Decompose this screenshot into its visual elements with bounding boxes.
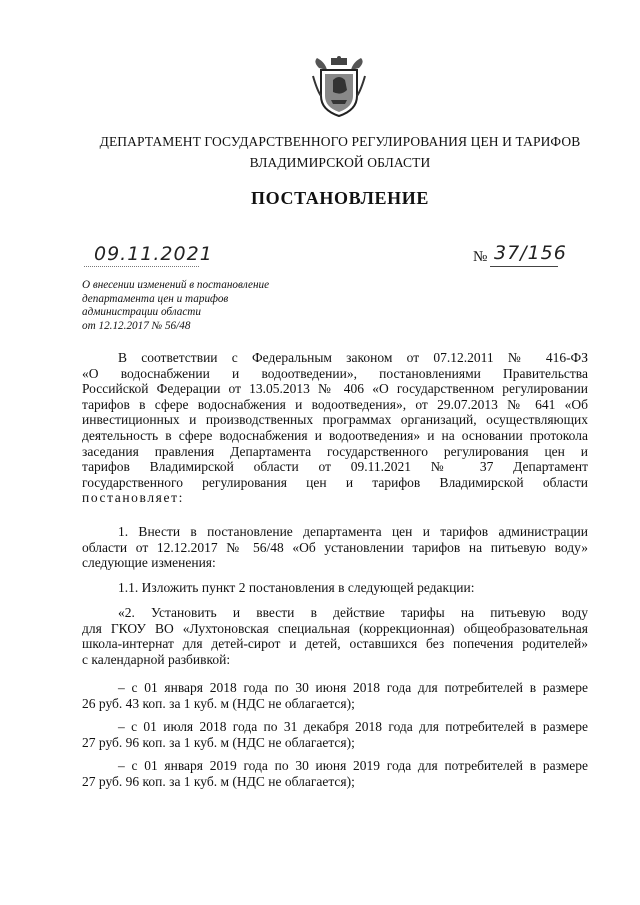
handwritten-date: 09.11.2021 xyxy=(94,243,213,265)
item-2-line: школа-интернат для детей-сирот и детей, оставшихся без попечения родителей» xyxy=(82,636,588,652)
handwritten-number: 37/156 xyxy=(494,242,567,264)
tariff-item xyxy=(82,719,588,750)
item-1-paragraph xyxy=(82,524,588,571)
date-underline xyxy=(84,266,199,267)
item-2-paragraph xyxy=(82,605,588,667)
department-name-line-2: ВЛАДИМИРСКОЙ ОБЛАСТИ xyxy=(249,155,431,170)
tariff-line: 27 руб. 96 коп. за 1 куб. м (НДС не облагается); xyxy=(82,773,355,789)
preamble-line: тарифов в сфере водоснабжения и водоотведения», от 29.07.2013 № 641 «Об xyxy=(82,396,588,412)
item-1-line: следующие изменения: xyxy=(82,555,216,571)
tariff-line: 26 руб. 43 коп. за 1 куб. м (НДС не облагается); xyxy=(82,695,355,711)
item-1-1-paragraph xyxy=(82,580,588,596)
document-subject xyxy=(82,279,382,333)
item-2-line: «2. Установить и ввести в действие тарифы на питьевую воду xyxy=(118,605,588,620)
preamble-line: инвестиционных и производственных программах организаций, осуществляющих xyxy=(82,412,588,428)
department-name-line-1: ДЕПАРТАМЕНТ ГОСУДАРСТВЕННОГО РЕГУЛИРОВАНИЯ ЦЕН И ТАРИФОВ xyxy=(99,134,581,149)
item-1-line: 1. Внести в постановление департамента цен и тарифов администрации xyxy=(118,524,588,539)
item-1-line: области от 12.12.2017 № 56/48 «Об установлении тарифов на питьевую воду» xyxy=(82,539,588,555)
decree-word: постановляет: xyxy=(82,490,184,506)
preamble-line: «О водоснабжении и водоотведении», постановлениями Правительства xyxy=(82,365,588,381)
preamble-line: Российской Федерации от 13.05.2013 № 406 «О государственном регулировании xyxy=(82,381,588,397)
tariff-line: – с 01 января 2018 года по 30 июня 2018 года для потребителей в размере xyxy=(118,680,588,695)
preamble-line: В соответствии с Федеральным законом от 07.12.2011 № 416-ФЗ xyxy=(118,350,588,365)
number-sign: № xyxy=(473,249,488,265)
item-1-1-line: 1.1. Изложить пункт 2 постановления в следующей редакции: xyxy=(118,580,475,595)
preamble-line: тарифов Владимирской области от 09.11.2021 № 37 Департамент xyxy=(82,459,588,475)
coat-of-arms-icon xyxy=(311,56,367,120)
tariff-item xyxy=(82,758,588,789)
item-2-line: для ГКОУ ВО «Лухтоновская специальная (коррекционная) общеобразовательная xyxy=(82,620,588,636)
tariff-line: – с 01 июля 2018 года по 31 декабря 2018 года для потребителей в размере xyxy=(118,719,588,734)
tariff-item xyxy=(82,680,588,711)
preamble-line: государственного регулирования цен и тарифов Владимирской области xyxy=(82,474,588,490)
subject-line: О внесении изменений в постановление xyxy=(82,279,270,291)
item-2-line: с календарной разбивкой: xyxy=(82,651,231,667)
subject-line: от 12.12.2017 № 56/48 xyxy=(82,319,191,332)
tariff-line: 27 руб. 96 коп. за 1 куб. м (НДС не облагается); xyxy=(82,734,355,750)
subject-line: администрации области xyxy=(82,306,201,319)
preamble-line: заседания правления Департамента государственного регулирования цен и xyxy=(82,443,588,459)
document-type-title: ПОСТАНОВЛЕНИЕ xyxy=(251,188,429,208)
number-underline xyxy=(490,266,558,267)
preamble-line: деятельность в сфере водоснабжения и водоотведения» и на основании протокола xyxy=(82,427,588,443)
tariff-line: – с 01 января 2019 года по 30 июня 2019 года для потребителей в размере xyxy=(118,758,588,773)
preamble-paragraph xyxy=(82,350,588,506)
subject-line: департамента цен и тарифов xyxy=(82,292,229,305)
